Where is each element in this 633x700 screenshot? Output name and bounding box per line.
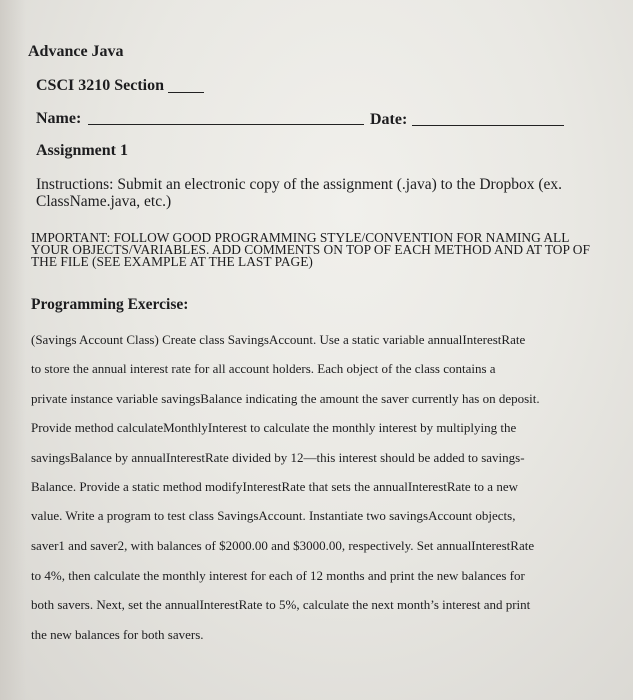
exercise-line-5: savingsBalance by annualInterestRate divided by 12—this interest should be added to savings-	[31, 450, 525, 465]
exercise-heading: Programming Exercise:	[31, 296, 189, 313]
instructions-line-2: ClassName.java, etc.)	[36, 193, 172, 210]
date-label: Date:	[370, 111, 408, 128]
exercise-line-6: Balance. Provide a static method modifyInterestRate that sets the annualInterestRate to a new	[31, 479, 518, 494]
assignment-title: Assignment 1	[36, 142, 129, 159]
exercise-line-8: saver1 and saver2, with balances of $2000.00 and $3000.00, respectively. Set annualInterestRate	[31, 538, 535, 553]
section-blank-line	[168, 92, 204, 93]
exercise-line-9: to 4%, then calculate the monthly interest for each of 12 months and print the new balances for	[31, 568, 525, 583]
exercise-line-3: private instance variable savingsBalance indicating the amount the saver currently has on deposit.	[31, 391, 540, 406]
instructions-line-1: Instructions: Submit an electronic copy of the assignment (.java) to the Dropbox (ex.	[36, 176, 563, 193]
important-line-2: YOUR OBJECTS/VARIABLES. ADD COMMENTS ON TOP OF EACH METHOD AND AT TOP OF	[31, 242, 590, 257]
important-line-3: THE FILE (SEE EXAMPLE AT THE LAST PAGE)	[31, 254, 313, 269]
name-label: Name:	[36, 110, 82, 127]
name-blank-line	[88, 124, 364, 125]
exercise-line-1: (Savings Account Class) Create class SavingsAccount. Use a static variable annualInterestRate	[31, 332, 526, 347]
important-line-1: IMPORTANT: FOLLOW GOOD PROGRAMMING STYLE/CONVENTION FOR NAMING ALL	[31, 230, 570, 245]
exercise-line-4: Provide method calculateMonthlyInterest to calculate the monthly interest by multiplying the	[31, 420, 517, 435]
course-title: Advance Java	[28, 43, 124, 60]
date-blank-line	[412, 125, 564, 126]
page-shadow	[0, 0, 26, 700]
exercise-line-7: value. Write a program to test class SavingsAccount. Instantiate two savingsAccount objects,	[31, 508, 516, 523]
section-label: CSCI 3210 Section	[36, 77, 165, 94]
exercise-line-2: to store the annual interest rate for all account holders. Each object of the class contains a	[31, 361, 496, 376]
exercise-line-11: the new balances for both savers.	[31, 627, 204, 642]
exercise-line-10: both savers. Next, set the annualInterestRate to 5%, calculate the next month’s interest and print	[31, 597, 531, 612]
